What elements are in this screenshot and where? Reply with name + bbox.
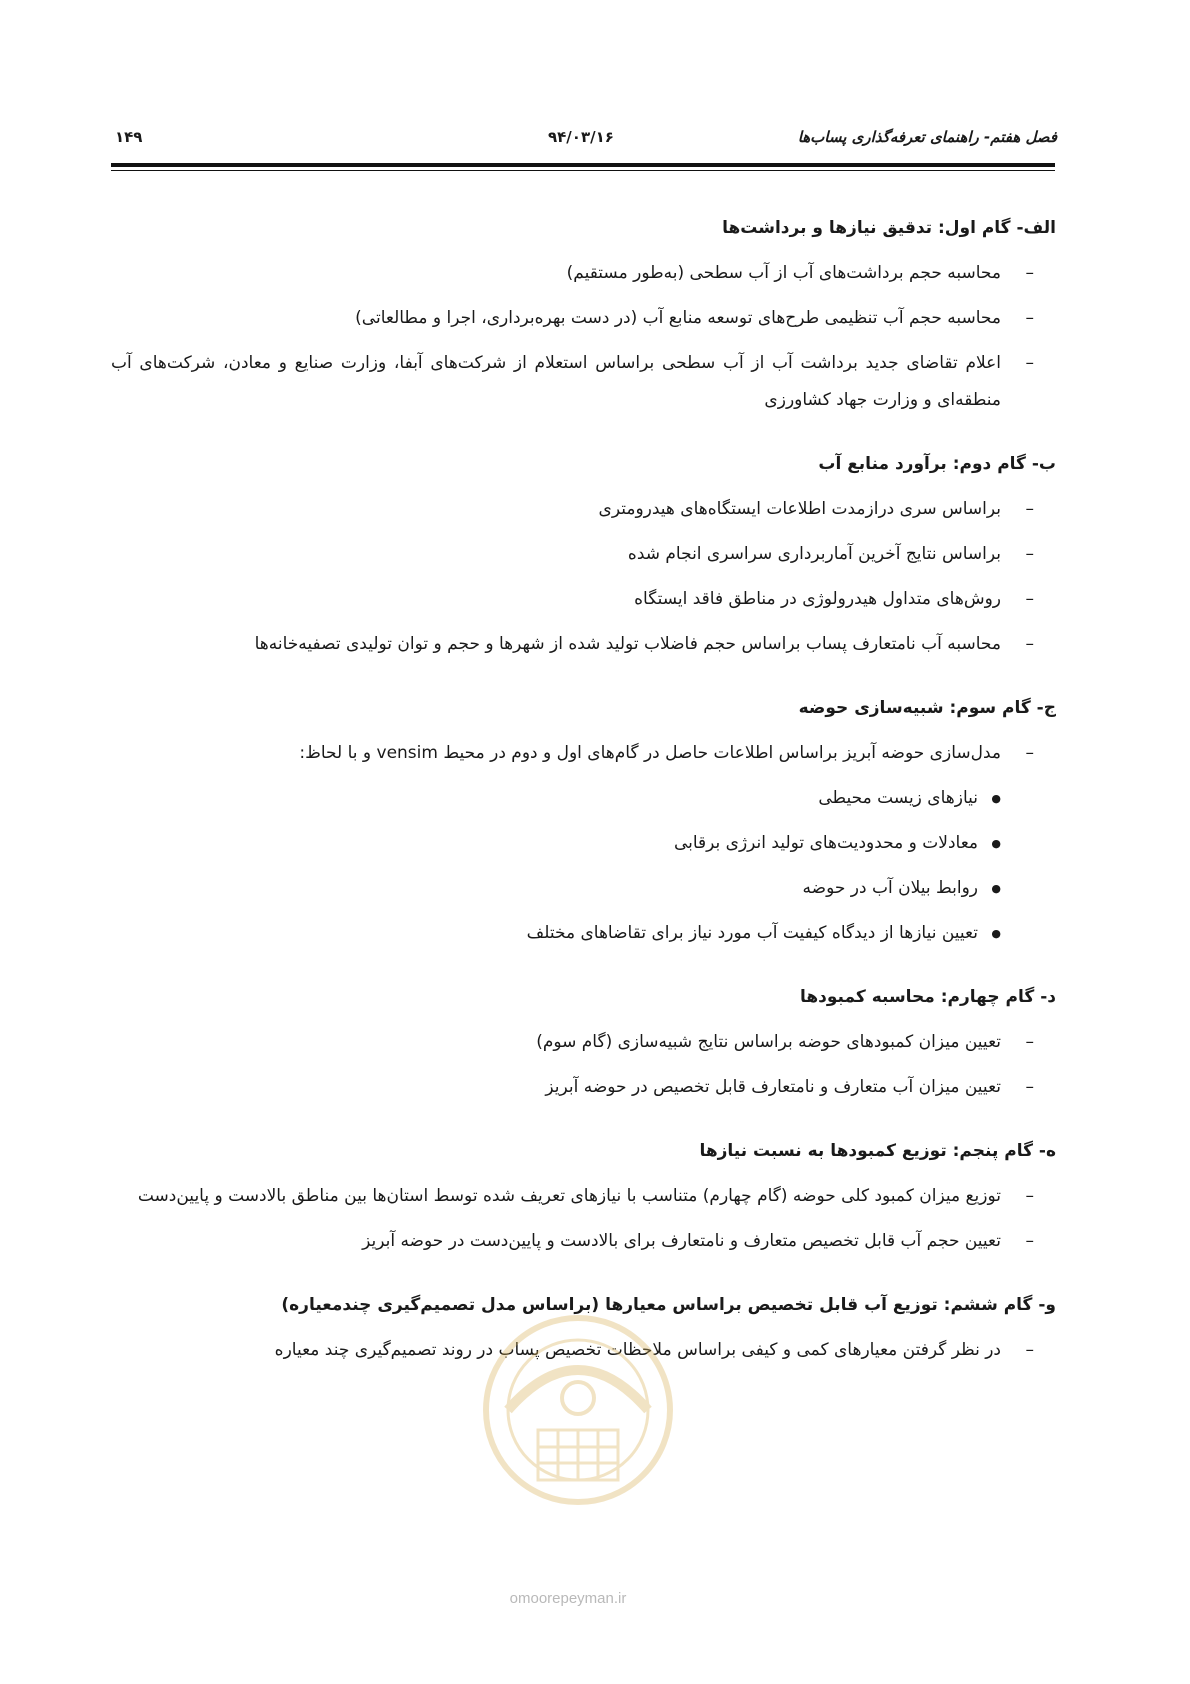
section-heading: و- گام ششم: توزیع آب قابل تخصیص براساس معیارها (براساس مدل تصمیم‌گیری چندمعیاره) [281, 1295, 1056, 1315]
header-rule-thin [111, 170, 1055, 171]
document-date: ۹۴/۰۳/۱۶ [548, 128, 614, 146]
section-step-4 [111, 979, 1056, 1106]
dash-list [111, 1024, 1056, 1106]
section-heading: د- گام چهارم: محاسبه کمبودها [800, 987, 1056, 1007]
dash-list [111, 491, 1056, 663]
section-step-3 [111, 690, 1056, 952]
bullet-item: ● نیازهای زیست محیطی [111, 780, 1056, 817]
page-number: ۱۴۹ [115, 128, 143, 146]
section-heading: ه- گام پنجم: توزیع کمبودها به نسبت نیازها [699, 1141, 1056, 1161]
list-item: – روش‌های متداول هیدرولوژی در مناطق فاقد ایستگاه [111, 581, 1056, 618]
list-item: – براساس سری درازمدت اطلاعات ایستگاه‌های هیدرومتری [111, 491, 1056, 528]
list-item: – اعلام تقاضای جدید برداشت آب از آب سطحی براساس استعلام از شرکت‌های آبفا، وزارت صنایع و معادن، شرکت‌های آب منطقه‌ای و وزارت جهاد کشاورزی [111, 345, 1056, 419]
list-item: – محاسبه حجم آب تنظیمی طرح‌های توسعه منابع آب (در دست بهره‌برداری، اجرا و مطالعاتی) [111, 300, 1056, 337]
list-item: – تعیین میزان کمبودهای حوضه براساس نتایج شبیه‌سازی (گام سوم) [111, 1024, 1056, 1061]
bullet-list [111, 780, 1056, 952]
section-heading: ج- گام سوم: شبیه‌سازی حوضه [798, 698, 1056, 718]
list-item: – مدل‌سازی حوضه آبریز براساس اطلاعات حاصل در گام‌های اول و دوم در محیط vensim و با لحاظ: [111, 735, 1056, 772]
bullet-item: ● معادلات و محدودیت‌های تولید انرژی برقابی [111, 825, 1056, 862]
list-item: – براساس نتایج آخرین آماربرداری سراسری انجام شده [111, 536, 1056, 573]
list-item: – تعیین میزان آب متعارف و نامتعارف قابل تخصیص در حوضه آبریز [111, 1069, 1056, 1106]
bullet-item: ● روابط بیلان آب در حوضه [111, 870, 1056, 907]
list-item: – در نظر گرفتن معیارهای کمی و کیفی براساس ملاحظات تخصیص پساب در روند تصمیم‌گیری چند معیاره [111, 1332, 1056, 1369]
list-item: – محاسبه حجم برداشت‌های آب از آب سطحی (به‌طور مستقیم) [111, 255, 1056, 292]
section-step-5 [111, 1133, 1056, 1260]
bullet-item: ● تعیین نیازها از دیدگاه کیفیت آب مورد نیاز برای تقاضاهای مختلف [111, 915, 1056, 952]
seal-logo-icon [468, 1310, 688, 1510]
list-item: – توزیع میزان کمبود کلی حوضه (گام چهارم) متناسب با نیازهای تعریف شده توسط استان‌ها بین مناطق بالادست و پایین‌دست [111, 1178, 1056, 1215]
list-item: – تعیین حجم آب قابل تخصیص متعارف و نامتعارف برای بالادست و پایین‌دست در حوضه آبریز [111, 1223, 1056, 1260]
dash-list [111, 735, 1056, 772]
section-step-1 [111, 210, 1056, 419]
section-heading: الف- گام اول: تدقیق نیازها و برداشت‌ها [722, 218, 1056, 238]
header-rule-thick [111, 163, 1055, 167]
section-step-2 [111, 446, 1056, 663]
dash-list [111, 1178, 1056, 1260]
watermark-text: omoorepeyman.ir [509, 1590, 627, 1607]
chapter-title: فصل هفتم- راهنمای تعرفه‌گذاری پساب‌ها [797, 128, 1057, 146]
body-content [111, 210, 1056, 1396]
dash-list [111, 255, 1056, 419]
list-item: – محاسبه آب نامتعارف پساب براساس حجم فاضلاب تولید شده از شهرها و حجم و توان تولیدی تصفیه‌خانه‌ها [111, 626, 1056, 663]
section-heading: ب- گام دوم: برآورد منابع آب [818, 454, 1056, 474]
